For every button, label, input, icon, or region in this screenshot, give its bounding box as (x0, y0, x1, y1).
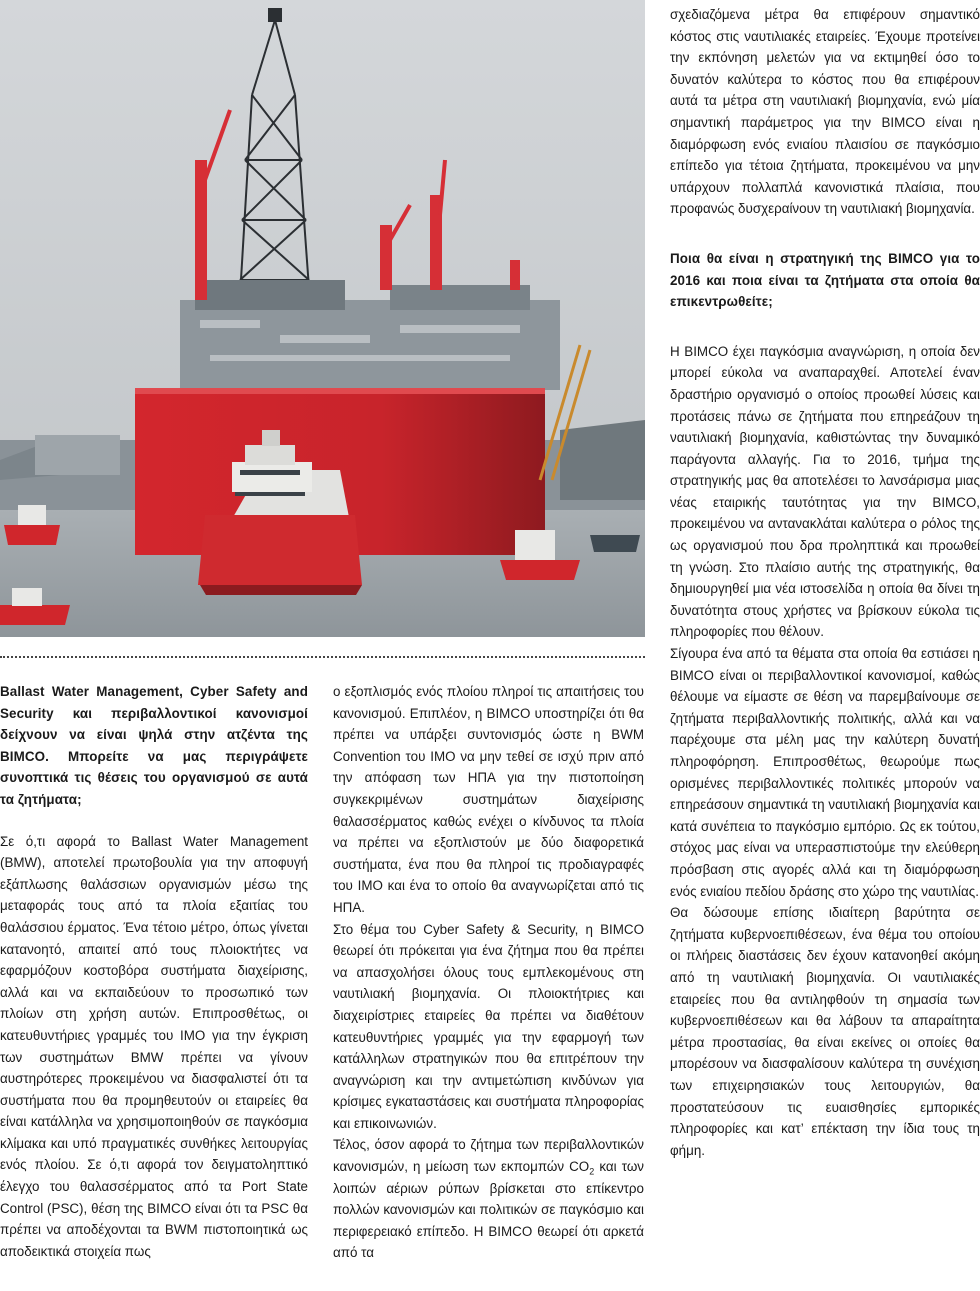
article-photo (0, 0, 645, 637)
answer-paragraph: Σίγουρα ένα από τα θέματα στα οποία θα εστιάσει η BIMCO είναι οι περιβαλλοντικοί κανονισμοί, καθώς θέλουμε να είμαστε σε θέση να παρεμβαίνουμε σε ζητήματα περιβαλλοντικής πολιτικής, αλλά και να παρέχουμε στα μέλη μας την καλύτερη δυνατή πληροφόρηση. Επιπροσθέτως, θεωρούμε πως ορισμένες περιβαλλοντικές πολιτικές μπορούν να επηρεάσουν σημαντικά τη ναυτιλιακή βιομηχανία και κατά συνέπεια το παγκόσμιο εμπόριο. Ως εκ τούτου, στόχος μας είναι να υπερασπιστούμε την ελεύθερη πρόσβαση στις αγορές αλλά και τη διαμόρφωση ενός ενιαίου πεδίου δράσης στο χώρο της ναυτιλίας. (670, 646, 980, 899)
answer-paragraph: ο εξοπλισμός ενός πλοίου πληροί τις απαιτήσεις του κανονισμού. Επιπλέον, η BIMCO υποστηρίζει ότι θα πρέπει να υπάρξει συντονισμός ώστε η BWM Convention του IMO να μην τεθεί σε ισχύ πριν από την απόφαση των ΗΠΑ για την πιστοποίηση συγκεκριμένων συστημάτων διαχείρισης θαλασσέρματος καθώς ενέχει ο κίνδυνος τα πλοία να πρέπει να εξοπλιστούν με δύο διαφορετικά συστήματα, ένα που θα πληροί τις προδιαγραφές του IMO και ένα το οποίο θα αναγνωρίζεται από τις ΗΠΑ. (333, 684, 644, 915)
answer-paragraph: σχεδιαζόμενα μέτρα θα επιφέρουν σημαντικό κόστος στις ναυτιλιακές εταιρείες. Έχουμε προτείνει την εκπόνηση μελετών για να εκτιμηθεί όσο το δυνατόν καλύτερα το κόστος που θα επιφέρουν αυτά τα μέτρα στη ναυτιλιακή βιομηχανία, ενώ μία σημαντική παράμετρος για την BIMCO είναι η διαμόρφωση ενός ενιαίου πλαισίου σε παγκόσμιο επίπεδο για τέτοια ζητήματα, προκειμένου να μην υπάρχουν πολλαπλά κανονιστικά πλαίσια, που προφανώς δυσχεραίνουν τη ναυτιλιακή βιομηχανία. (670, 7, 980, 217)
text-run: και των λοιπών αέριων ρύπων βρίσκεται στο επίκεντρο πολλών κανονισμών και πολιτικών σε παγκόσμιο και περιφερειακό επίπεδο. Η BIMCO θεωρεί ότι αρκετά από τα (333, 1159, 644, 1261)
section-divider (0, 656, 645, 658)
middle-column (333, 681, 644, 1264)
answer-paragraph: Η BIMCO έχει παγκόσμια αναγνώριση, η οποία δεν μπορεί εύκολα να αναπαραχθεί. Αποτελεί έναν δραστήριο οργανισμό ο οποίος προωθεί λύσεις και προτάσεις πάνω σε ζητήματα που επηρεάζουν τη ναυτιλιακή βιομηχανία, καθιστώντας την δυναμικό παράγοντα αλλαγής. Για το 2016, τμήμα της στρατηγικής μας θα αποτελέσει το λανσάρισμα μιας νέας εταιρικής ταυτότητας για την BIMCO, προκειμένου να αντανακλάται καλύτερα ο ρόλος της ως οργανισμού που δρα προληπτικά και προωθεί τη γνώση. Στο πλαίσιο αυτής της στρατηγικής, θα δημιουργηθεί μια νέα ιστοσελίδα η οποία θα δίνει τη δυνατότητα στους χρήστες να βρίσκουν εύκολα τις πληροφορίες που θέλουν. (670, 343, 980, 640)
answer-paragraph (333, 1134, 644, 1264)
interview-question: Ποια θα είναι η στρατηγική της BIMCO για το 2016 και ποια είναι τα ζητήματα στα οποία θα επικεντρωθείτε; (670, 250, 980, 310)
ship-with-offshore-platform-image (0, 0, 645, 637)
text-run: Τέλος, όσον αφορά το ζήτημα των περιβαλλοντικών κανονισμών, η μείωση των εκπομπών CO (333, 1137, 644, 1175)
right-column (670, 4, 980, 1161)
subscript: 2 (589, 1166, 595, 1177)
left-column (0, 681, 308, 1262)
answer-paragraph: Στο θέμα του Cyber Safety & Security, η BIMCO θεωρεί ότι πρόκειται για ένα ζήτημα που θα πρέπει να απασχολήσει όλους τους εμπλεκομένους στη ναυτιλιακή βιομηχανία. Οι πλοιοκτήτριες και διαχειρίστριες εταιρείες θα πρέπει να διαθέτουν κατευθυντήριες γραμμές για την εφαρμογή των κατάλληλων στρατηγικών που θα επιτρέπουν την αναγνώριση και την αντιμετώπιση κινδύνων για κρίσιμες εγκαταστάσεις και συστήματα πληροφορίας και επικοινωνιών. (333, 921, 644, 1131)
answer-paragraph: Σε ό,τι αφορά το Ballast Water Management (BMW), αποτελεί πρωτοβουλία για την αποφυγή εξάπλωσης θαλάσσιων οργανισμών μέσω της μεταφοράς τους από τα πλοία εξαιτίας του θαλάσσιου έρματος. Ένα τέτοιο μέτρο, όπως γίνεται κατανοητό, απαιτεί από τους πλοιοκτήτες να εφαρμόζουν κοστοβόρα συστήματα διαχείρισης, αλλά και να εκπαιδεύουν το προσωπικό των πλοίων στη χρήση αυτών. Επιπροσθέτως, οι κατευθυντήριες γραμμές του IMO για την έγκριση των συστημάτων BMW πρέπει να γίνουν αυστηρότερες προκειμένου να διασφαλιστεί ότι τα συστήματα που θα προμηθευτούν οι εταιρείες θα είναι κατάλληλα να χρησιμοποιηθούν σε παγκόσμια κλίμακα και υπό πραγματικές συνθήκες λειτουργίας ενός πλοίου. Σε ό,τι αφορά τον δειγματοληπτικό έλεγχο του θαλασσέρματος από τα Port State Control (PSC), θέση της BIMCO είναι ότι τα PSC θα πρέπει να αποδέχονται τα BWM πιστοποιητικά ως αποδεικτικά στοιχεία πως (0, 833, 308, 1259)
interview-question: Ballast Water Management, Cyber Safety and Security και περιβαλλοντικοί κανονισμοί δείχνουν να είναι ψηλά στην ατζέντα της BIMCO. Μπορείτε να μας περιγράψετε συνοπτικά τις θέσεις του οργανισμού σε αυτά τα ζητήματα; (0, 684, 308, 807)
answer-paragraph: Θα δώσουμε επίσης ιδιαίτερη βαρύτητα σε ζητήματα κυβερνοεπιθέσεων, ένα θέμα του οποίου οι πλήρεις διαστάσεις δεν έχουν κατανοηθεί ακόμη από τη ναυτιλιακή βιομηχανία. Οι ναυτιλιακές εταιρείες που θα αντιληφθούν τη σημασία των κυβερνοεπιθέσεων και θα λάβουν τα απαραίτητα μέτρα προστασίας, θα είναι εκείνες οι οποίες θα μπορέσουν να διασφαλίσουν καλύτερα τη συνέχιση των επιχειρησιακών τους λειτουργιών, θα προστατεύσουν τις ευαισθησίες εμπορικές πληροφορίες και κατ’ επέκταση την ίδια τους τη φήμη. (670, 905, 980, 1158)
